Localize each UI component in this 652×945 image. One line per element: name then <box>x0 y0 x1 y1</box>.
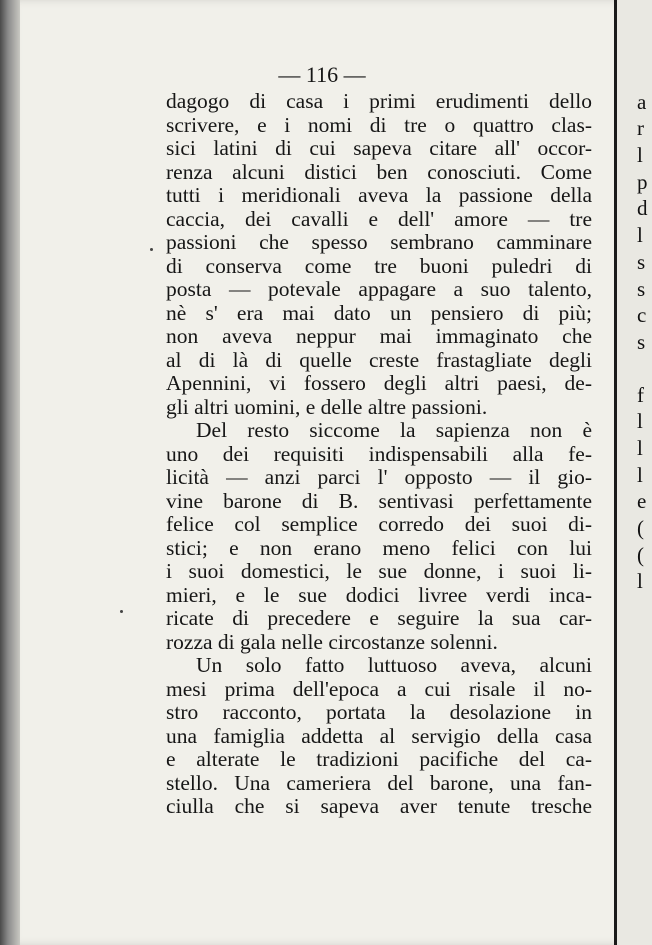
text-line: al di là di quelle creste frastagliate degli <box>166 347 592 372</box>
text-line: mieri, e le sue dodici livree verdi inca- <box>166 582 592 607</box>
text-line: gli altri uomini, e delle altre passioni. <box>166 394 488 419</box>
facing-page-letter: l <box>637 569 643 593</box>
text-line: di conserva come tre buoni puledri di <box>166 253 592 278</box>
page-number: — 116 — <box>278 62 366 87</box>
text-line: una famiglia addetta al servigio della casa <box>166 723 592 748</box>
facing-page-edge <box>614 0 652 945</box>
facing-page-letter: ( <box>637 516 644 540</box>
facing-page-letter: f <box>637 383 644 407</box>
facing-page-letter: s <box>637 250 646 274</box>
facing-page-letter: d <box>637 196 648 220</box>
text-line: rozza di gala nelle circostanze solenni. <box>166 629 498 654</box>
facing-page-letter: s <box>637 277 646 301</box>
text-line: licità — anzi parci l' opposto — il gio- <box>166 465 592 489</box>
text-line: stello. Una cameriera del barone, una fan- <box>166 770 592 795</box>
text-line: vine barone di B. sentivasi perfettamente <box>166 488 592 513</box>
text-line: i suoi domestici, le sue donne, i suoi li- <box>166 559 592 583</box>
text-line: nè s' era mai dato un pensiero di più; <box>166 300 592 325</box>
text-line: Un solo fatto luttuoso aveva, alcuni <box>196 653 592 677</box>
text-line: caccia, dei cavalli e dell' amore — tre <box>166 206 592 231</box>
paper-speck <box>120 610 123 613</box>
facing-page-letter: ( <box>637 543 644 567</box>
text-line: passioni che spesso sembrano camminare <box>166 230 592 254</box>
body-text <box>166 90 592 819</box>
text-line: Apennini, vi fossero degli altri paesi, de- <box>166 371 592 395</box>
facing-page-letter: l <box>637 143 643 167</box>
facing-page-letter: l <box>637 436 643 460</box>
text-line: dagogo di casa i primi erudimenti dello <box>166 89 592 113</box>
book-binding-shadow <box>0 0 20 945</box>
text-line: e alterate le tradizioni pacifiche del ca- <box>166 747 592 771</box>
facing-page-letter: p <box>637 170 648 194</box>
text-line: ciulla che si sapeva aver tenute tresche <box>166 794 592 818</box>
facing-page-letter: r <box>637 116 644 140</box>
text-line: tutti i meridionali aveva la passione della <box>166 183 592 207</box>
text-line: non aveva neppur mai immaginato che <box>166 324 592 348</box>
text-line: scrivere, e i nomi di tre o quattro clas- <box>166 112 592 137</box>
text-line: renza alcuni distici ben conosciuti. Come <box>166 159 592 184</box>
text-line: stici; e non erano meno felici con lui <box>166 535 592 560</box>
text-line: ricate di precedere e seguire la sua car- <box>166 606 592 630</box>
text-line: uno dei requisiti indispensabili alla fe- <box>166 441 592 466</box>
text-line: Del resto siccome la sapienza non è <box>196 418 592 442</box>
text-line: felice col semplice corredo dei suoi di- <box>166 512 592 536</box>
facing-page-letter: l <box>637 463 643 487</box>
text-line: mesi prima dell'epoca a cui risale il no- <box>166 676 592 701</box>
facing-page-letter: l <box>637 409 643 433</box>
paper-speck <box>150 248 153 251</box>
facing-page-letter: s <box>637 330 646 354</box>
facing-page-letter: c <box>637 303 647 327</box>
facing-page-letter: e <box>637 489 647 513</box>
text-line: stro racconto, portata la desolazione in <box>166 700 592 724</box>
text-line: sici latini di cui sapeva citare all' occor- <box>166 136 592 160</box>
facing-page-letter: l <box>637 223 643 247</box>
text-line: posta — potevale appagare a suo talento, <box>166 277 592 301</box>
facing-page-letter: a <box>637 90 647 114</box>
